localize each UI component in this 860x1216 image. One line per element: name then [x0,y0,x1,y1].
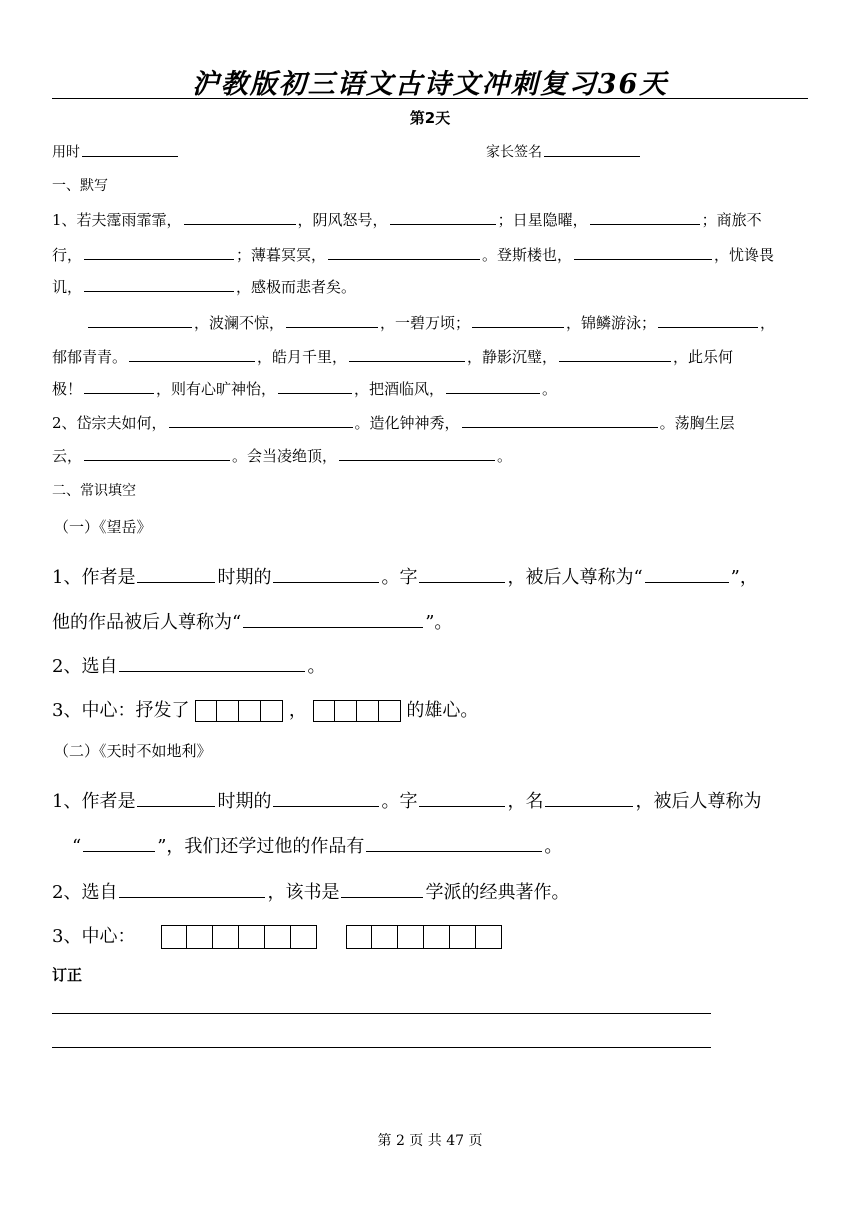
blank[interactable] [83,832,155,852]
blank[interactable] [349,345,465,362]
s1-line-7: 2、岱宗夫如何， 。造化钟神秀， 。荡胸生层 [52,411,735,433]
section1-heading: 一、默写 [52,178,108,194]
p1-q3: 3、中心：抒发了 ， 的雄心。 [52,700,479,721]
time-field [52,141,180,162]
blank[interactable] [328,243,480,260]
s1-line-3: 讥， ，感极而悲者矣。 [52,275,356,297]
blank[interactable] [278,377,352,394]
answer-boxes[interactable] [161,925,317,949]
answer-boxes[interactable] [313,700,401,722]
blank[interactable] [462,411,658,428]
p1-q1-line1: 1、作者是 时期的 。字 ，被后人尊称为“ ”， [52,563,758,589]
s1-line-1: 1、若夫霪雨霏霏， ，阴风怒号， ；日星隐曜， ；商旅不 [52,208,762,230]
s1-line-8: 云， 。会当凌绝顶， 。 [52,444,512,466]
blank[interactable] [574,243,712,260]
time-blank[interactable] [82,141,178,157]
blank[interactable] [658,311,758,328]
blank[interactable] [273,563,379,583]
blank[interactable] [390,208,496,225]
blank[interactable] [119,878,265,898]
time-label: 用时 [52,144,80,161]
blank[interactable] [137,787,215,807]
part2-title: （二）《天时不如地利》 [54,742,212,760]
blank[interactable] [419,563,505,583]
parent-sign-blank[interactable] [544,141,640,157]
section2-heading: 二、常识填空 [52,483,136,499]
p2-q2: 2、选自 ，该书是 学派的经典著作。 [52,878,569,904]
correction-label: 订正 [52,966,83,984]
p1-q1-line2: 他的作品被后人尊称为“ ”。 [52,608,452,634]
p2-q3: 3、中心： [52,922,502,949]
blank[interactable] [419,787,505,807]
blank[interactable] [341,878,423,898]
answer-boxes[interactable] [346,925,502,949]
blank[interactable] [169,411,353,428]
title-divider [52,98,808,99]
s1-line-2: 行， ；薄暮冥冥， 。登斯楼也， ，忧谗畏 [52,243,774,265]
blank[interactable] [472,311,564,328]
correction-line[interactable] [52,1013,711,1014]
p2-q1-line1: 1、作者是 时期的 。字 ，名 ，被后人尊称为 [52,787,761,813]
blank[interactable] [84,275,234,292]
correction-line[interactable] [52,1047,711,1048]
p2-q1-line2: “ ”，我们还学过他的作品有 。 [72,832,562,858]
blank[interactable] [273,787,379,807]
blank[interactable] [184,208,296,225]
p1-q2: 2、选自 。 [52,652,325,678]
parent-sign-label: 家长签名 [486,144,542,161]
blank[interactable] [545,787,633,807]
blank[interactable] [88,311,192,328]
s1-line-4: ，波澜不惊， ，一碧万顷； ，锦鳞游泳； ， [86,311,775,333]
blank[interactable] [129,345,255,362]
page-footer: 第 2 页 共 47 页 [377,1133,483,1149]
blank[interactable] [286,311,378,328]
blank[interactable] [645,563,729,583]
document-title: 沪教版初三语文古诗文冲刺复习36天 [191,69,669,100]
blank[interactable] [243,608,423,628]
part1-title: （一）《望岳》 [54,518,152,536]
blank[interactable] [137,563,215,583]
answer-boxes[interactable] [195,700,283,722]
s1-line-6: 极！ ，则有心旷神怡， ，把酒临风， 。 [52,377,557,399]
blank[interactable] [590,208,700,225]
parent-sign-field [486,141,642,162]
blank[interactable] [559,345,671,362]
blank[interactable] [119,652,305,672]
blank[interactable] [339,444,495,461]
blank[interactable] [84,444,230,461]
blank[interactable] [366,832,542,852]
day-heading: 第2天 [409,109,451,127]
blank[interactable] [84,377,154,394]
blank[interactable] [446,377,540,394]
blank[interactable] [84,243,234,260]
s1-line-5: 郁郁青青。 ，皓月千里， ，静影沉璧， ，此乐何 [52,345,733,367]
